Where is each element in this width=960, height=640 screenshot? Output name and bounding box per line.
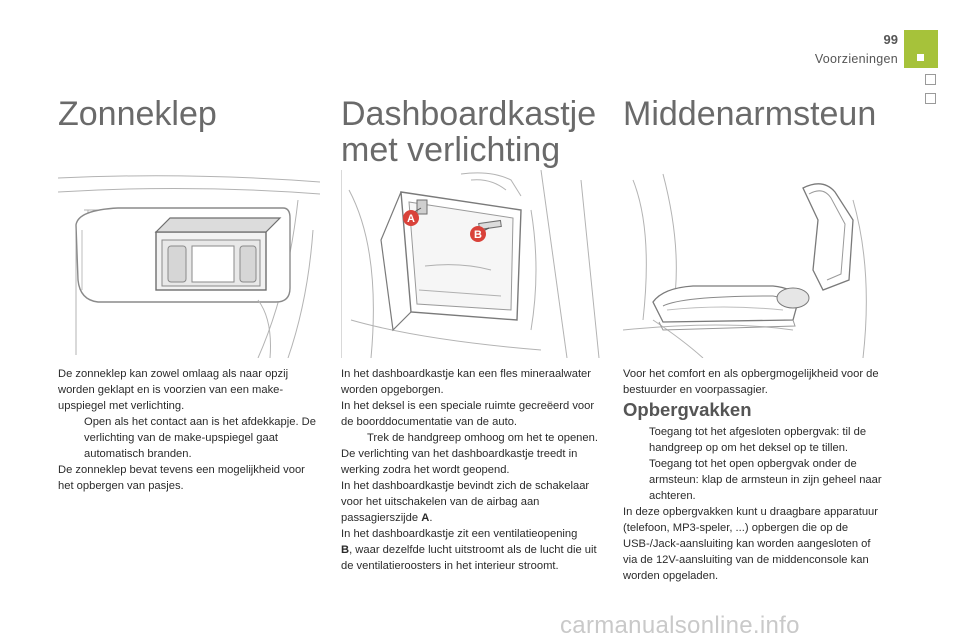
paragraph-text: In het dashboardkastje bevindt zich de schakelaar voor het uitschakelen van de airbag aan passagierszijde (341, 480, 590, 524)
bullet-text: Trek de handgreep omhoog om het te openen. (367, 432, 598, 444)
reference-label-a: A (421, 512, 430, 524)
sun-visor-illustration (58, 170, 320, 358)
bullet-icon (623, 424, 649, 456)
section-title-armrest: Middenarmsteun (623, 95, 877, 133)
chapter-box-empty (925, 74, 936, 85)
section-title-glovebox-line2: met verlichting (341, 131, 561, 169)
paragraph: In het dashboardkastje kan een fles mineraalwater worden opgeborgen. (341, 368, 592, 396)
callout-label-b: B (474, 229, 482, 241)
paragraph: De verlichting van het dashboardkastje treedt in werking zodra het wordt geopend. (341, 448, 578, 476)
paragraph: Voor het comfort en als opbergmogelijkheid voor de bestuurder en voorpassagier. (623, 368, 879, 396)
paragraph-text: , waar dezelfde lucht uitstroomt als de lucht die uit de ventilatieroosters in het interieur stroomt. (341, 544, 597, 572)
bullet-text: Toegang tot het open opbergvak onder de armsteun: klap de armsteun in zijn geheel naar achteren. (649, 458, 882, 502)
sun-visor-text (58, 366, 320, 494)
paragraph-text: . (429, 512, 433, 524)
bullet-text: Toegang tot het afgesloten opbergvak: til de handgreep op om het deksel op te tillen. (649, 426, 867, 454)
paragraph: De zonneklep kan zowel omlaag als naar opzij worden geklapt en is voorzien van een make-upspiegel met verlichting. (58, 368, 289, 412)
bullet-item (623, 424, 885, 456)
bullet-item (58, 414, 320, 462)
section-title-glovebox (341, 96, 596, 168)
paragraph: In het dashboardkastje zit een ventilatieopening (341, 528, 578, 540)
paragraph: De zonneklep bevat tevens een mogelijkheid voor het opbergen van pasjes. (58, 464, 305, 492)
watermark: carmanualsonline.info (560, 612, 800, 639)
reference-label-b: B (341, 544, 350, 556)
bullet-icon (58, 414, 84, 462)
paragraph (341, 478, 603, 526)
bullet-icon (341, 430, 367, 446)
chapter-tab (904, 30, 938, 68)
paragraph (341, 542, 603, 574)
subheading-storage: Opbergvakken (623, 399, 752, 420)
glovebox-text (341, 366, 603, 574)
bullet-text: Open als het contact aan is het afdekkapje. De verlichting van de make-upspiegel gaat automatisch branden. (84, 416, 316, 460)
page-number: 99 (883, 32, 898, 47)
bullet-item (623, 456, 885, 504)
glovebox-illustration (341, 170, 603, 358)
bullet-icon (623, 456, 649, 504)
chapter-tab-marker (917, 54, 924, 61)
section-title-sun-visor: Zonneklep (58, 95, 217, 133)
chapter-box-empty (925, 93, 936, 104)
armrest-text (623, 366, 885, 584)
section-title-glovebox-line1: Dashboardkastje (341, 95, 597, 133)
paragraph: In het deksel is een speciale ruimte gecreëerd voor de boorddocumentatie van de auto. (341, 400, 595, 428)
callout-label-a: A (407, 213, 415, 225)
bullet-item (341, 430, 603, 446)
section-label: Voorzieningen (814, 52, 898, 66)
armrest-illustration (623, 170, 885, 358)
paragraph: In deze opbergvakken kunt u draagbare apparatuur (telefoon, MP3-speler, ...) opbergen die op de USB-/Jack-aansluiting kan worden aangesloten of via de 12V-aansluiting van de middenconsole kan worden opgeladen. (623, 506, 879, 582)
